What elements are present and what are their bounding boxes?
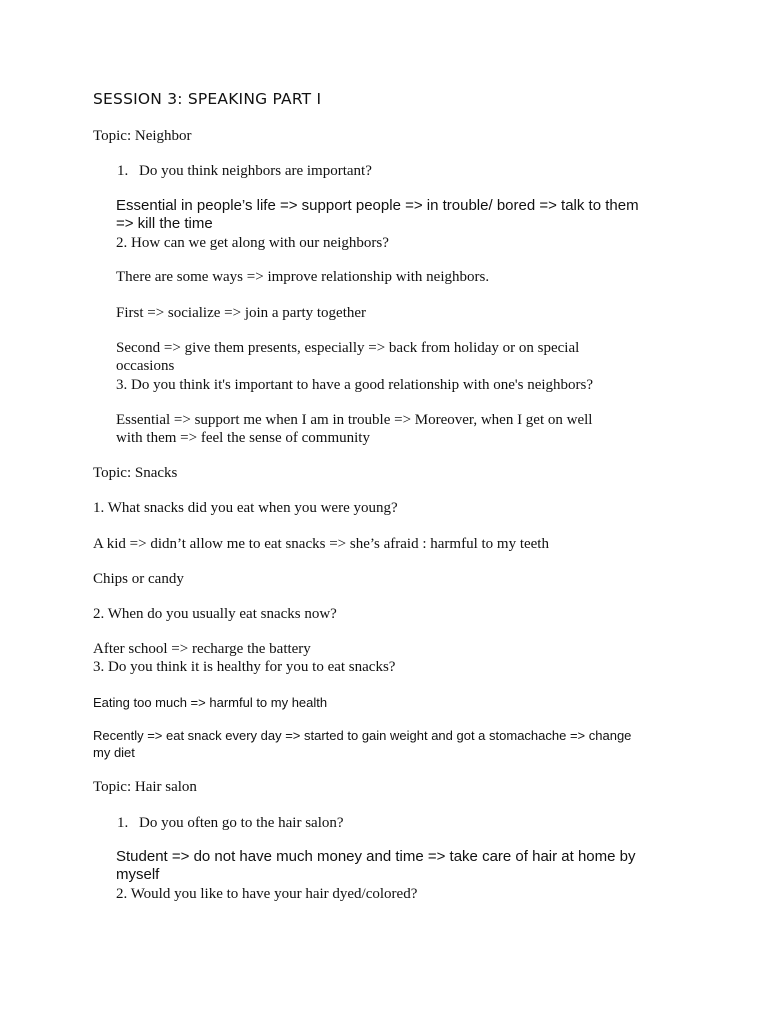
answer-text: First => socialize => join a party together xyxy=(116,305,367,321)
answer-text: occasions xyxy=(116,358,175,374)
answer-text: myself xyxy=(116,866,160,883)
answer-text: Recently => eat snack every day => started to gain weight and got a stomachache => change xyxy=(93,728,632,743)
answer-text: Eating too much => harmful to my health xyxy=(93,695,328,710)
answer-text: Second => give them presents, especially => back from holiday or on special xyxy=(116,340,580,356)
answer-text: After school => recharge the battery xyxy=(93,641,311,657)
question-text: Do you think neighbors are important? xyxy=(139,163,372,179)
topic-heading-hair-salon: Topic: Hair salon xyxy=(93,779,197,795)
question-text: 3. Do you think it is healthy for you to eat snacks? xyxy=(93,659,396,675)
answer-text: with them => feel the sense of community xyxy=(116,430,370,446)
topic-heading-snacks: Topic: Snacks xyxy=(93,465,178,481)
document-title: SESSION 3: SPEAKING PART I xyxy=(93,90,322,108)
answer-text: A kid => didn’t allow me to eat snacks => she’s afraid : harmful to my teeth xyxy=(93,536,549,552)
answer-text: => kill the time xyxy=(116,215,213,232)
topic-heading-neighbor: Topic: Neighbor xyxy=(93,128,192,144)
list-number: 1. xyxy=(117,815,129,831)
question-text: 1. What snacks did you eat when you were young? xyxy=(93,500,398,516)
answer-text: Essential in people’s life => support people => in trouble/ bored => talk to them xyxy=(116,197,639,214)
question-text: Do you often go to the hair salon? xyxy=(139,815,344,831)
answer-text: Chips or candy xyxy=(93,571,184,587)
answer-text: my diet xyxy=(93,745,135,760)
question-text: 3. Do you think it's important to have a good relationship with one's neighbors? xyxy=(116,377,594,393)
question-text: 2. How can we get along with our neighbors? xyxy=(116,235,389,251)
answer-text: Student => do not have much money and time => take care of hair at home by xyxy=(116,848,636,865)
question-text: 2. When do you usually eat snacks now? xyxy=(93,606,337,622)
question-text: 2. Would you like to have your hair dyed/colored? xyxy=(116,886,418,902)
answer-text: There are some ways => improve relationship with neighbors. xyxy=(116,269,490,285)
list-number: 1. xyxy=(117,163,129,179)
answer-text: Essential => support me when I am in trouble => Moreover, when I get on well xyxy=(116,412,593,428)
